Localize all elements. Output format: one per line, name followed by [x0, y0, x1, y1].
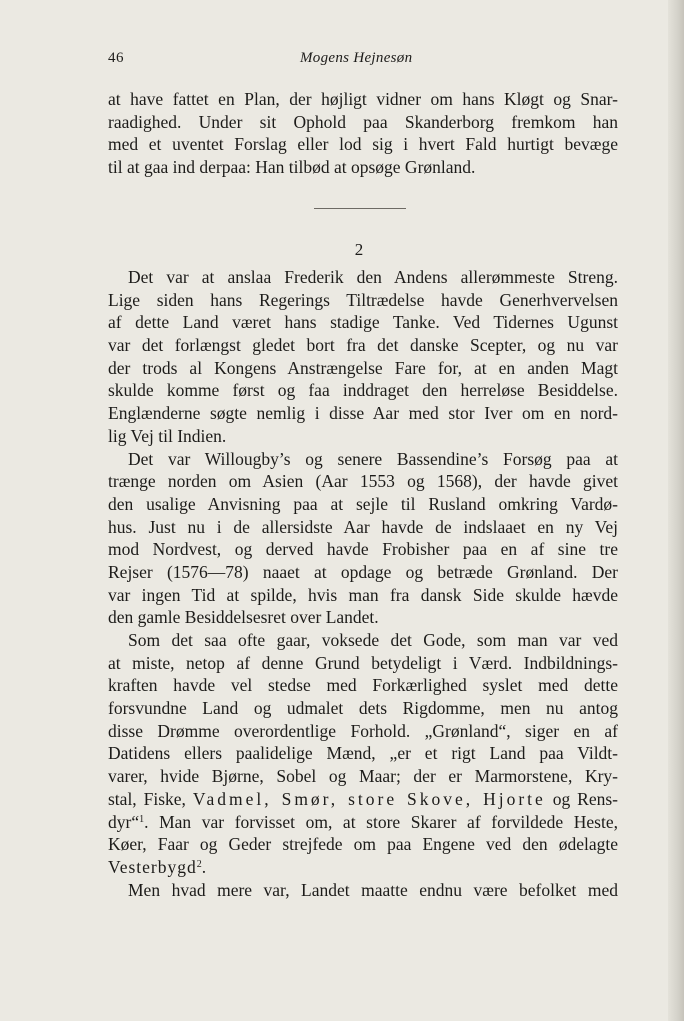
- top-paragraph: [108, 88, 618, 179]
- footnote-marker: 1: [139, 813, 145, 825]
- text-line-footnote: dyr“$^1$. Man var forvisset om, at store Skarer af forvildede Heste,: [108, 811, 618, 832]
- spaced-emphasis: Vadmel, Smør, store Skove, Hjorte: [192, 788, 546, 809]
- section-number: 2: [354, 240, 364, 259]
- text-line: Men hvad mere var, Landet maatte endnu være befolket med: [128, 879, 618, 900]
- text-line: Køer, Faar og Geder strejfede om paa Engene ved den ødelagte: [108, 834, 618, 855]
- text-line: Det var Willougby’s og senere Bassendine’s Forsøg paa at: [128, 448, 618, 469]
- text-line: Datidens ellers paalidelige Mænd, „er et rigt Land paa Vildt-: [108, 743, 618, 764]
- text-line: hus. Just nu i de allersidste Aar havde de indslaaet en ny Vej: [108, 516, 618, 537]
- text-line: at have fattet en Plan, der højligt vidner om hans Kløgt og Snar-: [108, 89, 618, 109]
- text-line: forsvundne Land og udmalet dets Rigdomme, men nu antog: [108, 698, 618, 719]
- text-line-footnote: Vesterbygd$^2$.: [108, 856, 207, 877]
- text-line: mod Nordvest, og derved havde Frobisher paa en af sine tre: [108, 539, 618, 560]
- text-line: Englænderne søgte nemlig i disse Aar med stor Iver om en nord-: [108, 403, 618, 424]
- text-line: Som det saa ofte gaar, voksede det Gode, som man var ved: [128, 630, 618, 650]
- text-line-spaced: stal, Fiske, Vadmel, Smør, store Skove, Hjorte og Rens-: [108, 788, 618, 809]
- text-line: Det var at anslaa Frederik den Andens allerømmeste Streng.: [128, 267, 618, 287]
- text-line: at miste, netop af denne Grund betydeligt i Værd. Indbildnings-: [108, 652, 618, 673]
- text-line: disse Drømme overordentlige Forhold. „Grønland“, siger en af: [108, 720, 618, 741]
- footnote-marker: 2: [196, 858, 202, 870]
- text-line: den usalige Anvisning paa at sejle til Rusland omkring Vardø-: [108, 493, 618, 514]
- text-line: trænge norden om Asien (Aar 1553 og 1568), der havde givet: [108, 471, 618, 492]
- text-line: der trods al Kongens Anstrængelse Fare for, at en anden Magt: [108, 357, 618, 378]
- text-line: af dette Land været hans stadige Tanke. Ved Tidernes Ugunst: [108, 312, 618, 333]
- text-line: kraften havde vel stedse med Forkærlighed syslet med dette: [108, 675, 618, 696]
- text-line: lig Vej til Indien.: [108, 425, 227, 446]
- page-header: [0, 50, 684, 72]
- text-line: skulde komme først og faa inddraget den herreløse Besiddelse.: [108, 380, 618, 401]
- body-text: [108, 266, 618, 901]
- text-line: var ingen Tid at spilde, hvis man fra dansk Side skulde hævde: [108, 584, 618, 605]
- text-line: var det forlængst gledet bort fra det danske Scepter, og nu var: [108, 335, 618, 356]
- text-line: Rejser (1576—78) naaet at opdage og betræde Grønland. Der: [108, 561, 618, 582]
- running-title: Mogens Hejnesøn: [300, 50, 413, 66]
- text-line: varer, hvide Bjørne, Sobel og Maar; der er Marmorstene, Kry-: [108, 766, 618, 787]
- page-edge: [668, 0, 684, 1021]
- text-line: raadighed. Under sit Ophold paa Skanderborg fremkom han: [108, 111, 618, 132]
- text-line: til at gaa ind derpaa: Han tilbød at opsøge Grønland.: [108, 157, 476, 178]
- text-line: med et uventet Forslag eller lod sig i hvert Fald hurtigt bevæge: [108, 134, 618, 155]
- text-line: den gamle Besiddelsesret over Landet.: [108, 607, 379, 628]
- text-line: Lige siden hans Regerings Tiltrædelse havde Generhvervelsen: [108, 289, 618, 310]
- page-number: 46: [108, 50, 124, 66]
- section-divider: [314, 208, 406, 209]
